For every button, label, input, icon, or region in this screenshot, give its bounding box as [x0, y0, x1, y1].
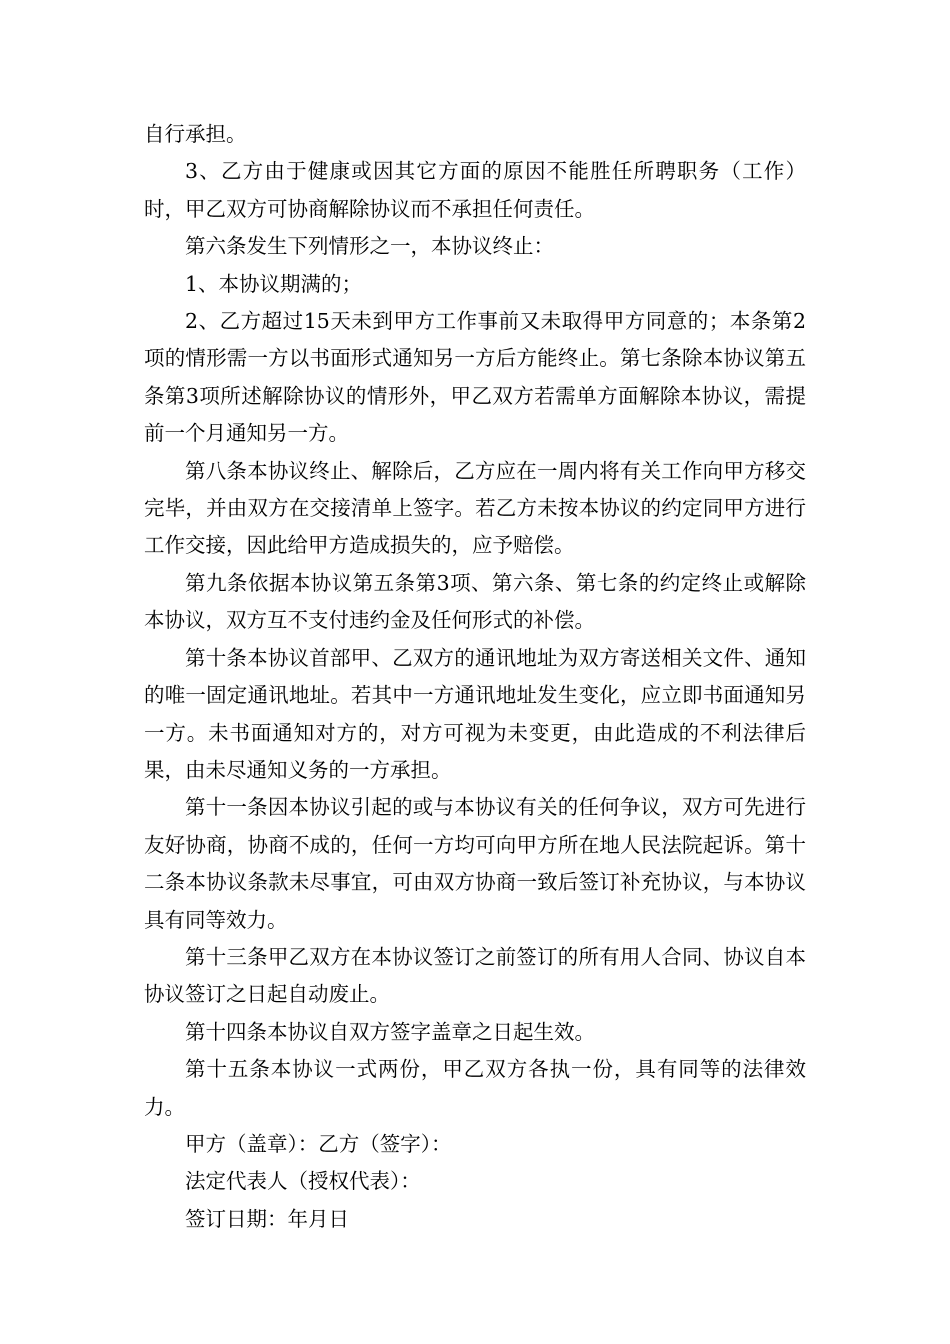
signature-date-line: 签订日期：年月日: [185, 1206, 349, 1231]
signature-parties-line: 甲方（盖章）：乙方（签字）：: [185, 1131, 452, 1156]
document-body: [144, 116, 806, 1238]
paragraph-article-8: 第八条本协议终止、解除后，乙方应在一周内将有关工作向甲方移交完毕，并由双方在交接清单上签字。若乙方未按本协议的约定同甲方进行工作交接，因此给甲方造成损失的，应予赔偿。: [144, 458, 806, 558]
signature-representative-line: 法定代表人（授权代表）：: [185, 1169, 421, 1194]
paragraph-article-14: 第十四条本协议自双方签字盖章之日起生效。: [185, 1019, 595, 1044]
paragraph-article-15: 第十五条本协议一式两份，甲乙双方各执一份，具有同等的法律效力。: [144, 1057, 806, 1119]
paragraph-article-9: 第九条依据本协议第五条第3项、第六条、第七条的约定终止或解除本协议，双方互不支付违约金及任何形式的补偿。: [144, 570, 806, 633]
paragraph-article-6-item-2: 2、乙方超过15天未到甲方工作事前又未取得甲方同意的；本条第2项的情形需一方以书面形式通知另一方后方能终止。第七条除本协议第五条第3项所述解除协议的情形外，甲乙双方若需单方面解除本协议，需提前一个月通知另一方。: [144, 309, 806, 446]
paragraph-article-11: 第十一条因本协议引起的或与本协议有关的任何争议，双方可先进行友好协商，协商不成的，任何一方均可向甲方所在地人民法院起诉。第十二条本协议条款未尽事宜，可由双方协商一致后签订补充协议，与本协议具有同等效力。: [144, 795, 806, 932]
paragraph-article-10: 第十条本协议首部甲、乙双方的通讯地址为双方寄送相关文件、通知的唯一固定通讯地址。若其中一方通讯地址发生变化，应立即书面通知另一方。未书面通知对方的，对方可视为未变更，由此造成的不利法律后果，由未尽通知义务的一方承担。: [144, 645, 806, 782]
paragraph-clause-5-item-3: 3、乙方由于健康或因其它方面的原因不能胜任所聘职务（工作）时，甲乙双方可协商解除协议而不承担任何责任。: [144, 159, 806, 221]
paragraph-article-13: 第十三条甲乙双方在本协议签订之前签订的所有用人合同、协议自本协议签订之日起自动废止。: [144, 944, 806, 1007]
paragraph-article-6: 第六条发生下列情形之一，本协议终止：: [185, 234, 554, 259]
paragraph-continuation: 自行承担。: [144, 122, 247, 146]
paragraph-article-6-item-1: 1、本协议期满的；: [185, 271, 363, 296]
